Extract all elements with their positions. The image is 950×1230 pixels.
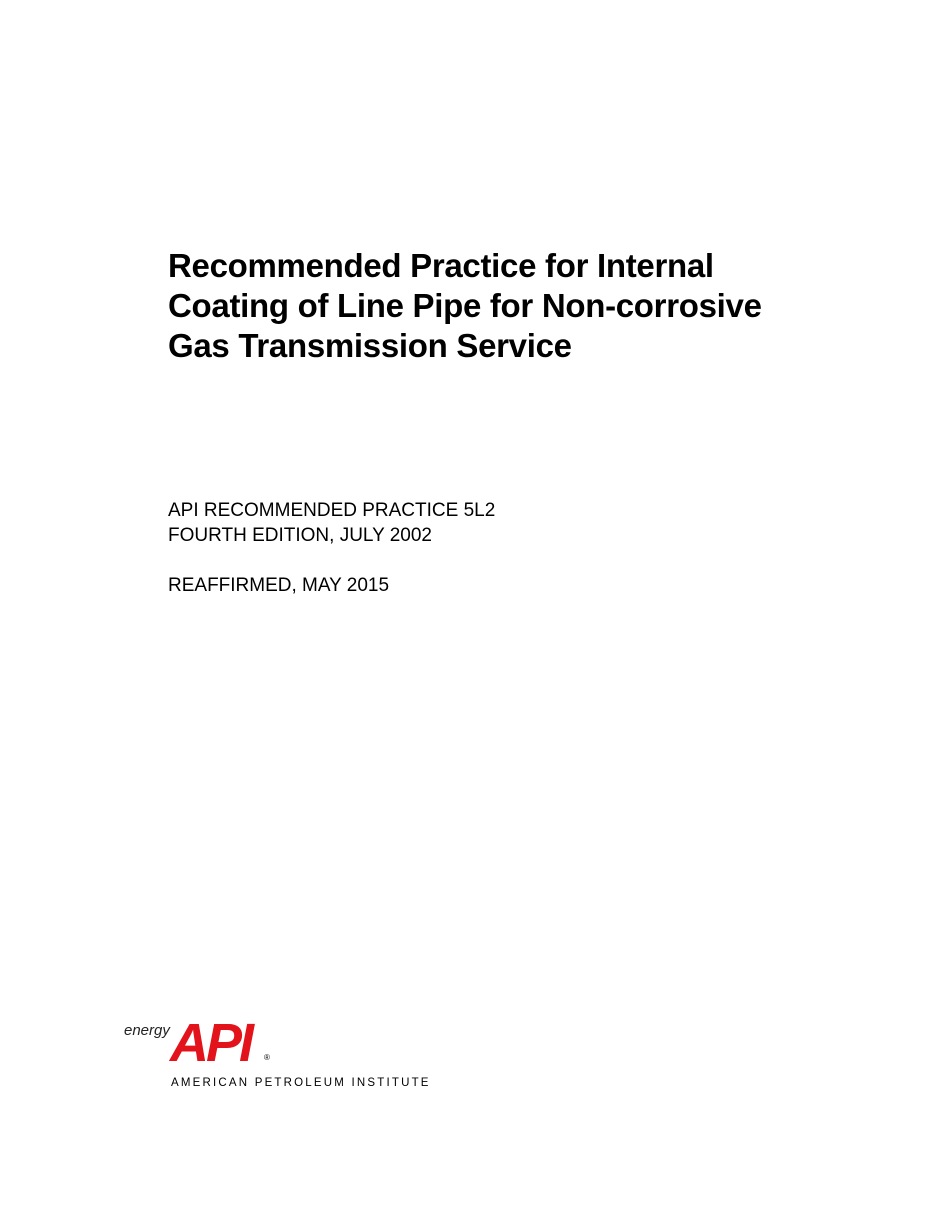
- reaffirmed-date: REAFFIRMED, MAY 2015: [168, 575, 390, 596]
- designation: API RECOMMENDED PRACTICE 5L2: [168, 500, 496, 521]
- api-logo-mark: [120, 1010, 290, 1070]
- title-line-1: Recommended Practice for Internal: [168, 247, 714, 284]
- title-line-2: Coating of Line Pipe for Non-corrosive: [168, 287, 762, 324]
- institute-name: AMERICAN PETROLEUM INSTITUTE: [171, 1077, 431, 1089]
- registered-mark: ®: [264, 1053, 270, 1062]
- meta-spacer: [168, 548, 768, 573]
- title-line-3: Gas Transmission Service: [168, 327, 572, 364]
- document-title: [168, 246, 908, 366]
- edition: FOURTH EDITION, JULY 2002: [168, 525, 432, 546]
- logo-mark-text: API: [170, 1013, 252, 1070]
- api-logo: [120, 1010, 460, 1100]
- logo-tagline: energy: [124, 1022, 170, 1039]
- document-meta: [168, 498, 768, 598]
